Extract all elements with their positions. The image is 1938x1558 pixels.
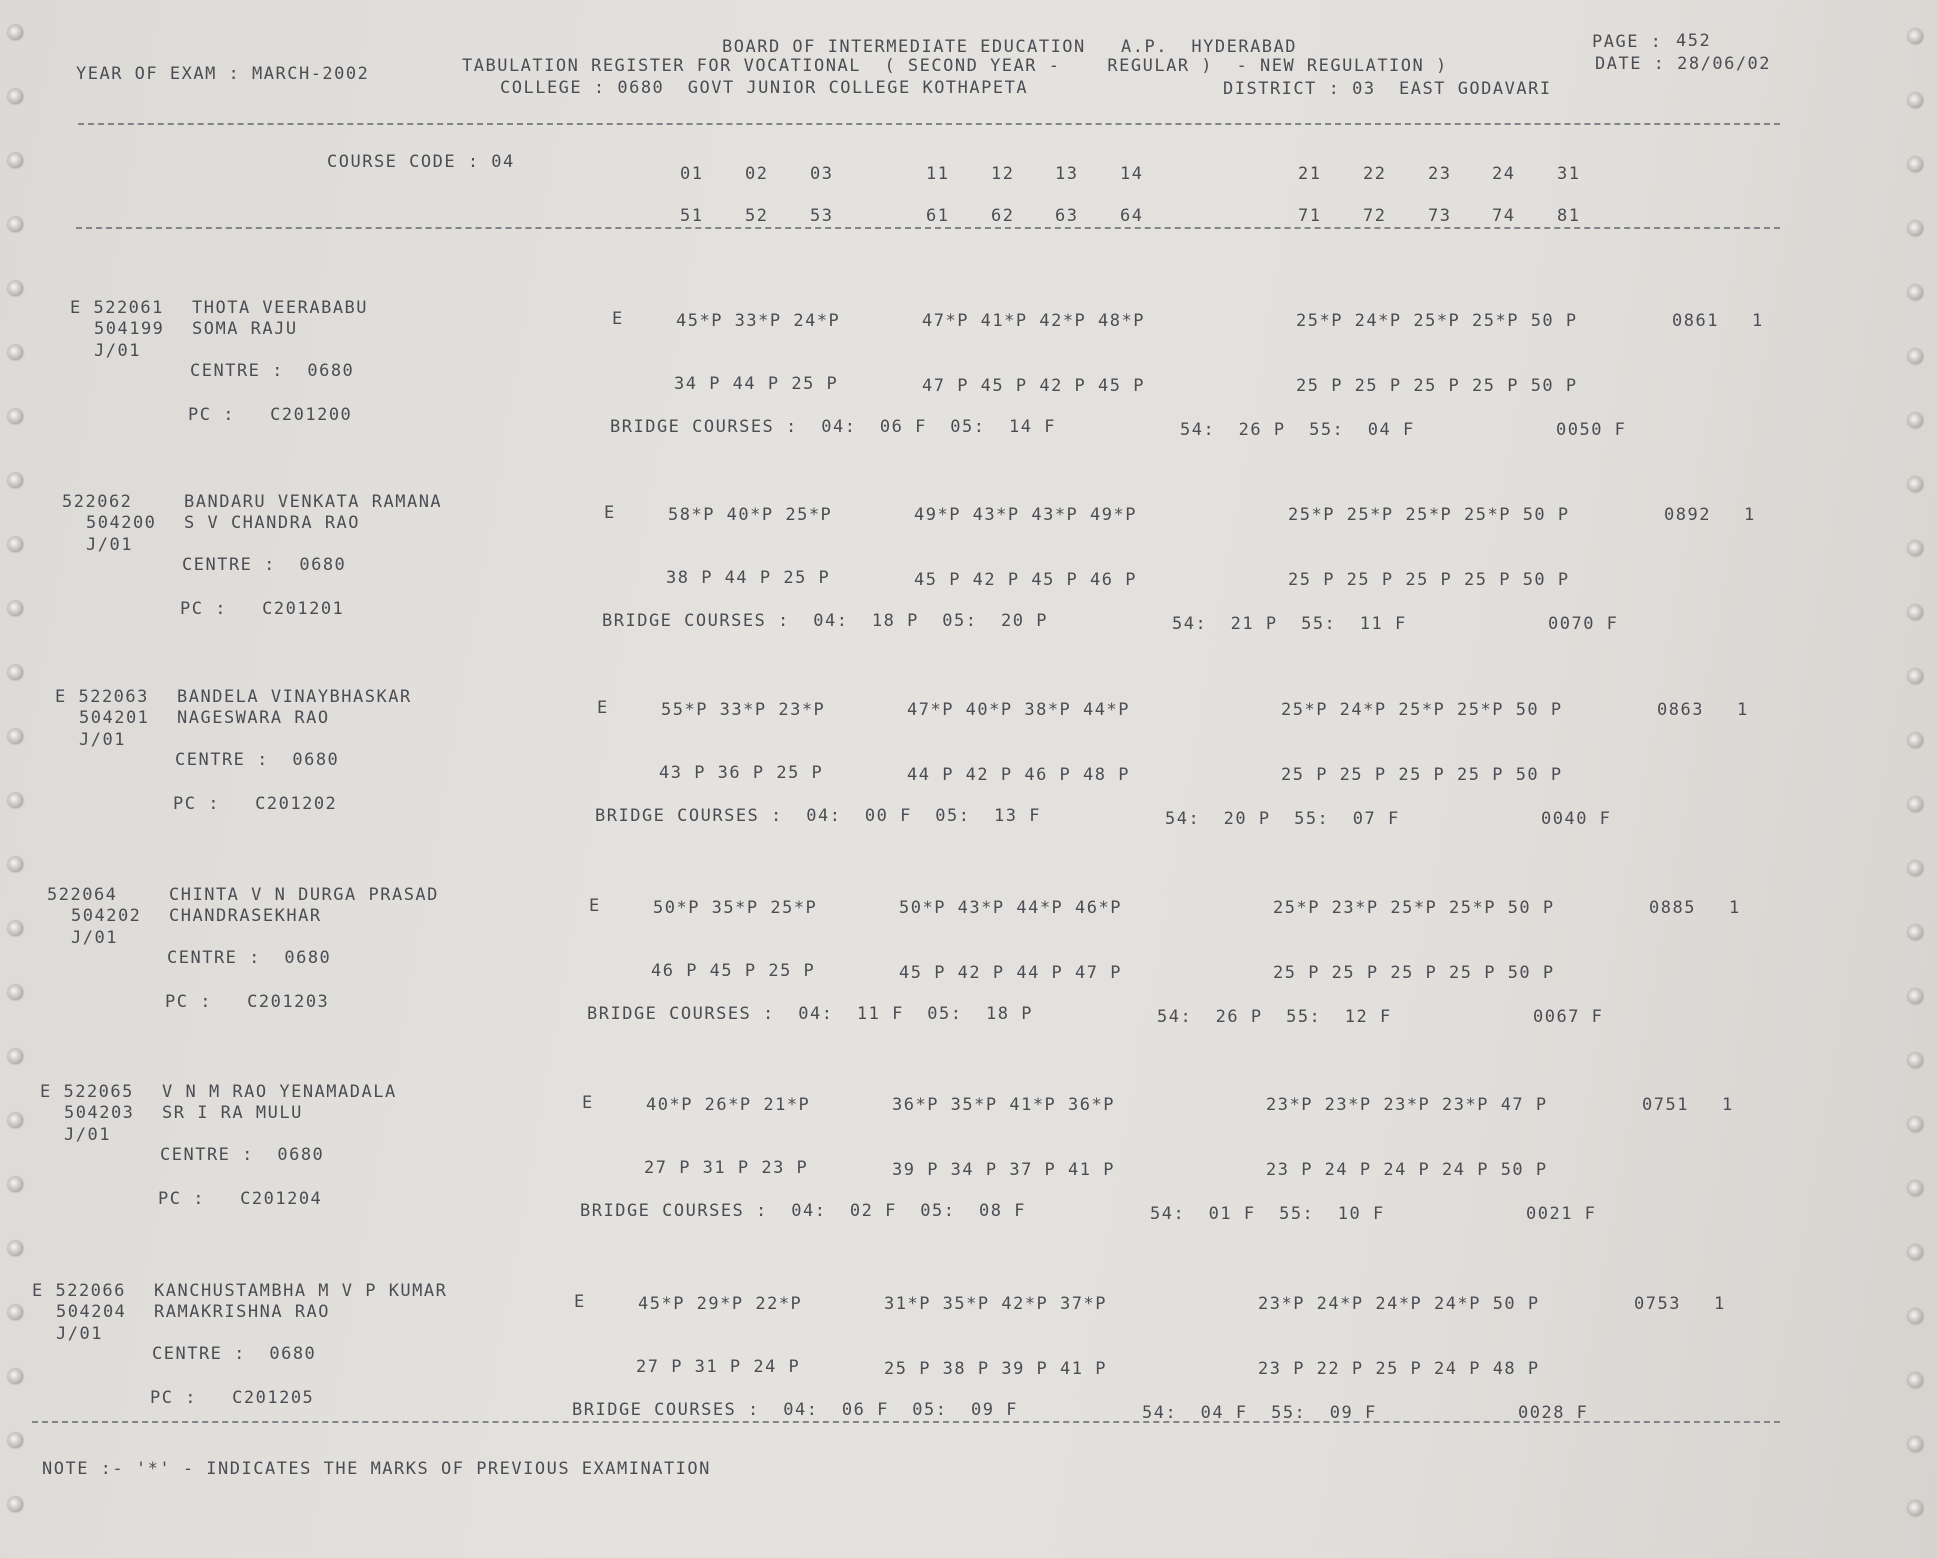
bridge-courses: BRIDGE COURSES : 04: 06 F 05: 09 F <box>572 1400 1018 1420</box>
marks-row1-group-b: 49*P 43*P 43*P 49*P <box>914 505 1137 525</box>
feed-hole <box>1908 1117 1923 1132</box>
student-name: CHINTA V N DURGA PRASAD <box>169 885 439 905</box>
column-code: 03 <box>810 164 834 184</box>
parent-name: CHANDRASEKHAR <box>169 906 322 926</box>
marks-row2-group-b: 47 P 45 P 42 P 45 P <box>922 376 1145 396</box>
marks-row1-group-a: 50*P 35*P 25*P <box>653 898 818 918</box>
marks-row1-group-b: 47*P 40*P 38*P 44*P <box>907 700 1130 720</box>
roll-number: 522064 <box>47 885 118 905</box>
column-code: 02 <box>745 164 769 184</box>
column-code: 72 <box>1363 206 1387 226</box>
feed-hole <box>1908 157 1923 172</box>
feed-hole <box>1908 797 1923 812</box>
marks-row1-group-a: 40*P 26*P 21*P <box>646 1095 811 1115</box>
feed-hole <box>8 1241 23 1256</box>
batch-code: J/01 <box>94 341 141 361</box>
marks-row2-group-a: 34 P 44 P 25 P <box>674 374 839 394</box>
marks-row1-group-c: 23*P 24*P 24*P 24*P 50 P <box>1258 1294 1540 1314</box>
feed-hole <box>1908 733 1923 748</box>
batch-code: J/01 <box>56 1324 103 1344</box>
pc-number: PC : C201201 <box>180 599 345 619</box>
parent-name: RAMAKRISHNA RAO <box>154 1302 331 1322</box>
feed-hole <box>8 1433 23 1448</box>
bridge-courses: BRIDGE COURSES : 04: 02 F 05: 08 F <box>580 1201 1026 1221</box>
marks-row1-group-b: 47*P 41*P 42*P 48*P <box>922 311 1145 331</box>
feed-hole <box>8 1497 23 1512</box>
pc-number: PC : C201202 <box>173 794 338 814</box>
bridge-courses-second: 54: 26 P 55: 12 F <box>1157 1007 1392 1027</box>
feed-hole <box>1908 477 1923 492</box>
hall-ticket-number: 504203 <box>64 1103 135 1123</box>
roll-number: E 522065 <box>40 1082 134 1102</box>
marks-row1-group-b: 50*P 43*P 44*P 46*P <box>899 898 1122 918</box>
hall-ticket-number: 504201 <box>79 708 150 728</box>
column-code: 61 <box>926 206 950 226</box>
marks-row1-group-a: 55*P 33*P 23*P <box>661 700 826 720</box>
column-code: 63 <box>1055 206 1079 226</box>
bridge-courses-second: 54: 21 P 55: 11 F <box>1172 614 1407 634</box>
footnote: NOTE :- '*' - INDICATES THE MARKS OF PREVIOUS EXAMINATION <box>42 1459 711 1479</box>
feed-hole <box>1908 861 1923 876</box>
pc-number: PC : C201204 <box>158 1189 323 1209</box>
roll-number: E 522066 <box>32 1281 126 1301</box>
tractor-feed-holes-left <box>4 0 34 1558</box>
pc-number: PC : C201200 <box>188 405 353 425</box>
feed-hole <box>8 985 23 1000</box>
result-class: 1 <box>1752 311 1764 331</box>
exam-centre: CENTRE : 0680 <box>167 948 332 968</box>
column-code: 23 <box>1428 164 1452 184</box>
feed-hole <box>1908 285 1923 300</box>
header-divider <box>78 123 1780 125</box>
feed-hole <box>1908 1373 1923 1388</box>
student-name: BANDELA VINAYBHASKAR <box>177 687 412 707</box>
pc-number: PC : C201203 <box>165 992 330 1012</box>
student-name: V N M RAO YENAMADALA <box>162 1082 397 1102</box>
feed-hole <box>1908 989 1923 1004</box>
parent-name: S V CHANDRA RAO <box>184 513 361 533</box>
feed-hole <box>8 1113 23 1128</box>
feed-hole <box>1908 605 1923 620</box>
bridge-total: 0070 F <box>1548 614 1619 634</box>
feed-hole <box>1908 669 1923 684</box>
bridge-total: 0067 F <box>1533 1007 1604 1027</box>
bridge-courses: BRIDGE COURSES : 04: 11 F 05: 18 P <box>587 1004 1033 1024</box>
column-code: 51 <box>680 206 704 226</box>
feed-hole <box>8 665 23 680</box>
result-class: 1 <box>1722 1095 1734 1115</box>
feed-hole <box>8 1305 23 1320</box>
marks-row1-group-c: 23*P 23*P 23*P 23*P 47 P <box>1266 1095 1548 1115</box>
grand-total: 0753 <box>1634 1294 1681 1314</box>
feed-hole <box>8 409 23 424</box>
feed-hole <box>8 793 23 808</box>
column-code: 71 <box>1298 206 1322 226</box>
column-code: 14 <box>1120 164 1144 184</box>
grand-total: 0751 <box>1642 1095 1689 1115</box>
exam-centre: CENTRE : 0680 <box>175 750 340 770</box>
medium-code: E <box>597 698 609 718</box>
medium-code: E <box>574 1292 586 1312</box>
result-class: 1 <box>1744 505 1756 525</box>
columns-divider <box>76 227 1780 229</box>
college-name: COLLEGE : 0680 GOVT JUNIOR COLLEGE KOTHAPETA <box>500 78 1029 98</box>
bridge-courses-second: 54: 20 P 55: 07 F <box>1165 809 1400 829</box>
feed-hole <box>8 1049 23 1064</box>
bridge-courses-second: 54: 04 F 55: 09 F <box>1142 1403 1377 1423</box>
marks-row1-group-a: 45*P 29*P 22*P <box>638 1294 803 1314</box>
parent-name: NAGESWARA RAO <box>177 708 330 728</box>
feed-hole <box>1908 541 1923 556</box>
marks-row1-group-c: 25*P 23*P 25*P 25*P 50 P <box>1273 898 1555 918</box>
batch-code: J/01 <box>71 928 118 948</box>
marks-row2-group-c: 23 P 24 P 24 P 24 P 50 P <box>1266 1160 1548 1180</box>
feed-hole <box>1908 29 1923 44</box>
feed-hole <box>8 345 23 360</box>
marks-row1-group-a: 58*P 40*P 25*P <box>668 505 833 525</box>
bridge-courses-second: 54: 26 P 55: 04 F <box>1180 420 1415 440</box>
marks-row1-group-c: 25*P 25*P 25*P 25*P 50 P <box>1288 505 1570 525</box>
exam-centre: CENTRE : 0680 <box>190 361 355 381</box>
column-code: 01 <box>680 164 704 184</box>
column-code: 74 <box>1492 206 1516 226</box>
column-code: 53 <box>810 206 834 226</box>
feed-hole <box>8 25 23 40</box>
grand-total: 0861 <box>1672 311 1719 331</box>
exam-centre: CENTRE : 0680 <box>182 555 347 575</box>
result-class: 1 <box>1714 1294 1726 1314</box>
footer-divider <box>32 1421 1780 1423</box>
grand-total: 0863 <box>1657 700 1704 720</box>
marks-row2-group-a: 38 P 44 P 25 P <box>666 568 831 588</box>
feed-hole <box>1908 1181 1923 1196</box>
medium-code: E <box>582 1093 594 1113</box>
parent-name: SOMA RAJU <box>192 319 298 339</box>
column-code: 12 <box>991 164 1015 184</box>
column-code: 52 <box>745 206 769 226</box>
marks-row2-group-b: 25 P 38 P 39 P 41 P <box>884 1359 1107 1379</box>
result-class: 1 <box>1737 700 1749 720</box>
bridge-total: 0040 F <box>1541 809 1612 829</box>
grand-total: 0885 <box>1649 898 1696 918</box>
batch-code: J/01 <box>86 535 133 555</box>
bridge-total: 0028 F <box>1518 1403 1589 1423</box>
column-code: 62 <box>991 206 1015 226</box>
result-class: 1 <box>1729 898 1741 918</box>
feed-hole <box>8 729 23 744</box>
marks-row2-group-c: 25 P 25 P 25 P 25 P 50 P <box>1281 765 1563 785</box>
tractor-feed-holes-right <box>1902 0 1932 1558</box>
feed-hole <box>8 89 23 104</box>
marks-row1-group-b: 31*P 35*P 42*P 37*P <box>884 1294 1107 1314</box>
column-code: 81 <box>1557 206 1581 226</box>
marks-row2-group-b: 45 P 42 P 44 P 47 P <box>899 963 1122 983</box>
feed-hole <box>1908 1245 1923 1260</box>
feed-hole <box>8 1369 23 1384</box>
marks-row2-group-b: 44 P 42 P 46 P 48 P <box>907 765 1130 785</box>
bridge-courses-second: 54: 01 F 55: 10 F <box>1150 1204 1385 1224</box>
hall-ticket-number: 504200 <box>86 513 157 533</box>
grand-total: 0892 <box>1664 505 1711 525</box>
marks-row2-group-c: 25 P 25 P 25 P 25 P 50 P <box>1273 963 1555 983</box>
hall-ticket-number: 504202 <box>71 906 142 926</box>
medium-code: E <box>604 503 616 523</box>
feed-hole <box>8 1177 23 1192</box>
student-name: BANDARU VENKATA RAMANA <box>184 492 443 512</box>
feed-hole <box>8 601 23 616</box>
bridge-total: 0021 F <box>1526 1204 1597 1224</box>
bridge-courses: BRIDGE COURSES : 04: 18 P 05: 20 P <box>602 611 1048 631</box>
feed-hole <box>8 217 23 232</box>
feed-hole <box>1908 1437 1923 1452</box>
year-of-exam: YEAR OF EXAM : MARCH-2002 <box>76 64 370 84</box>
roll-number: 522062 <box>62 492 133 512</box>
column-code: 13 <box>1055 164 1079 184</box>
hall-ticket-number: 504199 <box>94 319 165 339</box>
district-name: DISTRICT : 03 EAST GODAVARI <box>1223 79 1552 99</box>
student-name: THOTA VEERABABU <box>192 298 369 318</box>
hall-ticket-number: 504204 <box>56 1302 127 1322</box>
feed-hole <box>1908 221 1923 236</box>
feed-hole <box>8 857 23 872</box>
column-code: 21 <box>1298 164 1322 184</box>
bridge-total: 0050 F <box>1556 420 1627 440</box>
print-date: DATE : 28/06/02 <box>1595 54 1772 74</box>
marks-row2-group-a: 43 P 36 P 25 P <box>659 763 824 783</box>
feed-hole <box>8 537 23 552</box>
pc-number: PC : C201205 <box>150 1388 315 1408</box>
feed-hole <box>1908 1309 1923 1324</box>
page-label: PAGE : <box>1592 32 1663 52</box>
feed-hole <box>8 153 23 168</box>
marks-row2-group-b: 45 P 42 P 45 P 46 P <box>914 570 1137 590</box>
marks-row2-group-a: 46 P 45 P 25 P <box>651 961 816 981</box>
page-number: 452 <box>1676 31 1712 51</box>
roll-number: E 522061 <box>70 298 164 318</box>
marks-row2-group-b: 39 P 34 P 37 P 41 P <box>892 1160 1115 1180</box>
marks-row2-group-c: 25 P 25 P 25 P 25 P 50 P <box>1296 376 1578 396</box>
marks-row2-group-a: 27 P 31 P 24 P <box>636 1357 801 1377</box>
feed-hole <box>8 921 23 936</box>
column-code: 22 <box>1363 164 1387 184</box>
marks-row1-group-b: 36*P 35*P 41*P 36*P <box>892 1095 1115 1115</box>
feed-hole <box>1908 349 1923 364</box>
marks-row2-group-c: 25 P 25 P 25 P 25 P 50 P <box>1288 570 1570 590</box>
marks-row1-group-c: 25*P 24*P 25*P 25*P 50 P <box>1281 700 1563 720</box>
feed-hole <box>1908 413 1923 428</box>
marks-row1-group-a: 45*P 33*P 24*P <box>676 311 841 331</box>
column-code: 11 <box>926 164 950 184</box>
medium-code: E <box>612 309 624 329</box>
feed-hole <box>8 281 23 296</box>
roll-number: E 522063 <box>55 687 149 707</box>
column-code: 31 <box>1557 164 1581 184</box>
column-code: 24 <box>1492 164 1516 184</box>
feed-hole <box>1908 925 1923 940</box>
feed-hole <box>1908 1053 1923 1068</box>
board-title: BOARD OF INTERMEDIATE EDUCATION A.P. HYDERABAD <box>722 37 1298 57</box>
register-title: TABULATION REGISTER FOR VOCATIONAL ( SECOND YEAR - REGULAR ) - NEW REGULATION ) <box>462 56 1448 76</box>
marks-row1-group-c: 25*P 24*P 25*P 25*P 50 P <box>1296 311 1578 331</box>
parent-name: SR I RA MULU <box>162 1103 303 1123</box>
student-name: KANCHUSTAMBHA M V P KUMAR <box>154 1281 448 1301</box>
bridge-courses: BRIDGE COURSES : 04: 06 F 05: 14 F <box>610 417 1056 437</box>
course-code: COURSE CODE : 04 <box>327 152 515 172</box>
column-code: 64 <box>1120 206 1144 226</box>
medium-code: E <box>589 896 601 916</box>
column-code: 73 <box>1428 206 1452 226</box>
feed-hole <box>1908 1501 1923 1516</box>
marks-row2-group-a: 27 P 31 P 23 P <box>644 1158 809 1178</box>
exam-centre: CENTRE : 0680 <box>152 1344 317 1364</box>
batch-code: J/01 <box>79 730 126 750</box>
bridge-courses: BRIDGE COURSES : 04: 00 F 05: 13 F <box>595 806 1041 826</box>
feed-hole <box>8 473 23 488</box>
batch-code: J/01 <box>64 1125 111 1145</box>
exam-centre: CENTRE : 0680 <box>160 1145 325 1165</box>
marks-row2-group-c: 23 P 22 P 25 P 24 P 48 P <box>1258 1359 1540 1379</box>
feed-hole <box>1908 93 1923 108</box>
